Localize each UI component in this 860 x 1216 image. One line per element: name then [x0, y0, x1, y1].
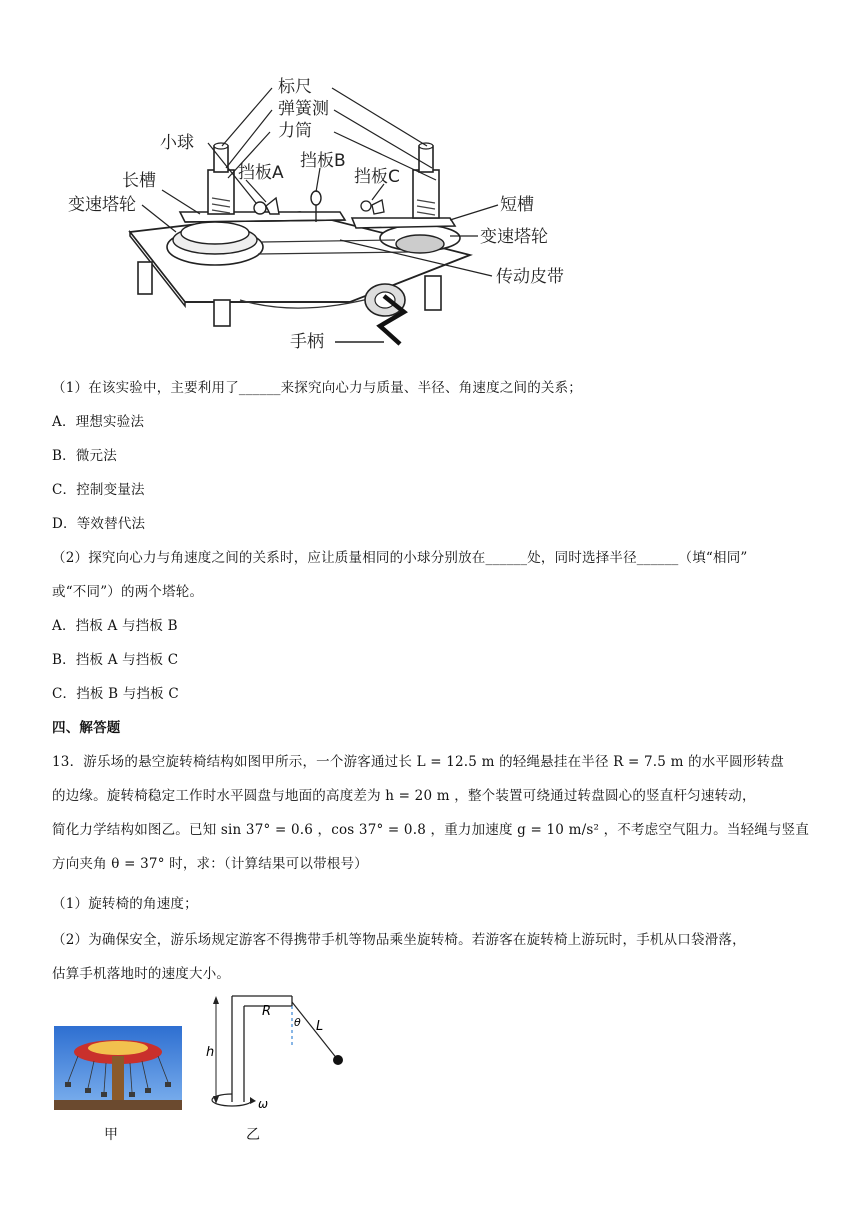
- q12-option-b: B．微元法: [52, 448, 117, 464]
- label-long-slot: 长槽: [122, 171, 156, 191]
- caption-yi: 乙: [246, 1127, 260, 1143]
- apparatus-figure: [60, 66, 580, 356]
- q13-part1: （1）旋转椅的角速度；: [52, 896, 198, 912]
- label-r: R: [262, 1004, 272, 1019]
- q13-line4: 方向夹角 θ = 37° 时，求：（计算结果可以带根号）: [52, 856, 368, 872]
- q13-line1: 13．游乐场的悬空旋转椅结构如图甲所示，一个游客通过长 L = 12.5 m 的轻绳悬挂在半径 R = 7.5 m 的水平圆形转盘: [52, 754, 784, 770]
- label-short-slot: 短槽: [500, 195, 534, 215]
- q13-line2: 的边缘。旋转椅稳定工作时水平圆盘与地面的高度差为 h = 20 m ，整个装置可绕通过转盘圆心的竖直杆匀速转动，: [52, 788, 756, 804]
- force-structure-diagram: [200, 990, 360, 1120]
- label-h: h: [206, 1045, 215, 1060]
- q12-part1: （1）在该实验中，主要利用了______来探究向心力与质量、半径、角速度之间的关系；: [52, 380, 582, 396]
- q12-option-a: A．理想实验法: [52, 414, 145, 430]
- q12-option-d: D．等效替代法: [52, 516, 146, 532]
- label-plate-a: 挡板A: [238, 163, 284, 183]
- caption-jia: 甲: [104, 1127, 118, 1143]
- label-spring-2: 力筒: [278, 121, 312, 141]
- section-heading: 四、解答题: [52, 720, 121, 736]
- label-l: L: [316, 1019, 324, 1034]
- label-ruler: 标尺: [278, 77, 312, 97]
- q13-part2-line1: （2）为确保安全，游乐场规定游客不得携带手机等物品乘坐旋转椅。若游客在旋转椅上游玩时，手机从口袋滑落，: [52, 932, 746, 948]
- label-spring-1: 弹簧测: [278, 99, 329, 119]
- label-tower-right: 变速塔轮: [480, 227, 548, 247]
- q13-line3: 简化力学结构如图乙。已知 sin 37° = 0.6 ，cos 37° = 0.8 ，重力加速度 g = 10 m/s² ，不考虑空气阻力。当轻绳与竖直: [52, 822, 810, 838]
- q13-part2-line2: 估算手机落地时的速度大小。: [52, 966, 231, 982]
- q12-part2-line2: 或“不同”）的两个塔轮。: [52, 584, 204, 600]
- q12-option-c: C．控制变量法: [52, 482, 145, 498]
- label-plate-b: 挡板B: [300, 151, 346, 171]
- label-omega: ω: [258, 1097, 269, 1111]
- label-ball: 小球: [160, 133, 194, 153]
- q12-part2-option-c: C．挡板 B 与挡板 C: [52, 686, 179, 702]
- label-tower-left: 变速塔轮: [68, 195, 136, 215]
- q12-part2-option-b: B．挡板 A 与挡板 C: [52, 652, 179, 668]
- label-handle: 手柄: [290, 332, 324, 352]
- label-plate-c: 挡板C: [354, 167, 400, 187]
- swing-ride-photo: [54, 1026, 182, 1110]
- label-theta: θ: [294, 1016, 301, 1029]
- label-belt: 传动皮带: [496, 267, 564, 287]
- q12-part2-option-a: A．挡板 A 与挡板 B: [52, 618, 178, 634]
- q12-part2-line1: （2）探究向心力与角速度之间的关系时，应让质量相同的小球分别放在______处，同时选择半径______（填“相同”: [52, 550, 748, 566]
